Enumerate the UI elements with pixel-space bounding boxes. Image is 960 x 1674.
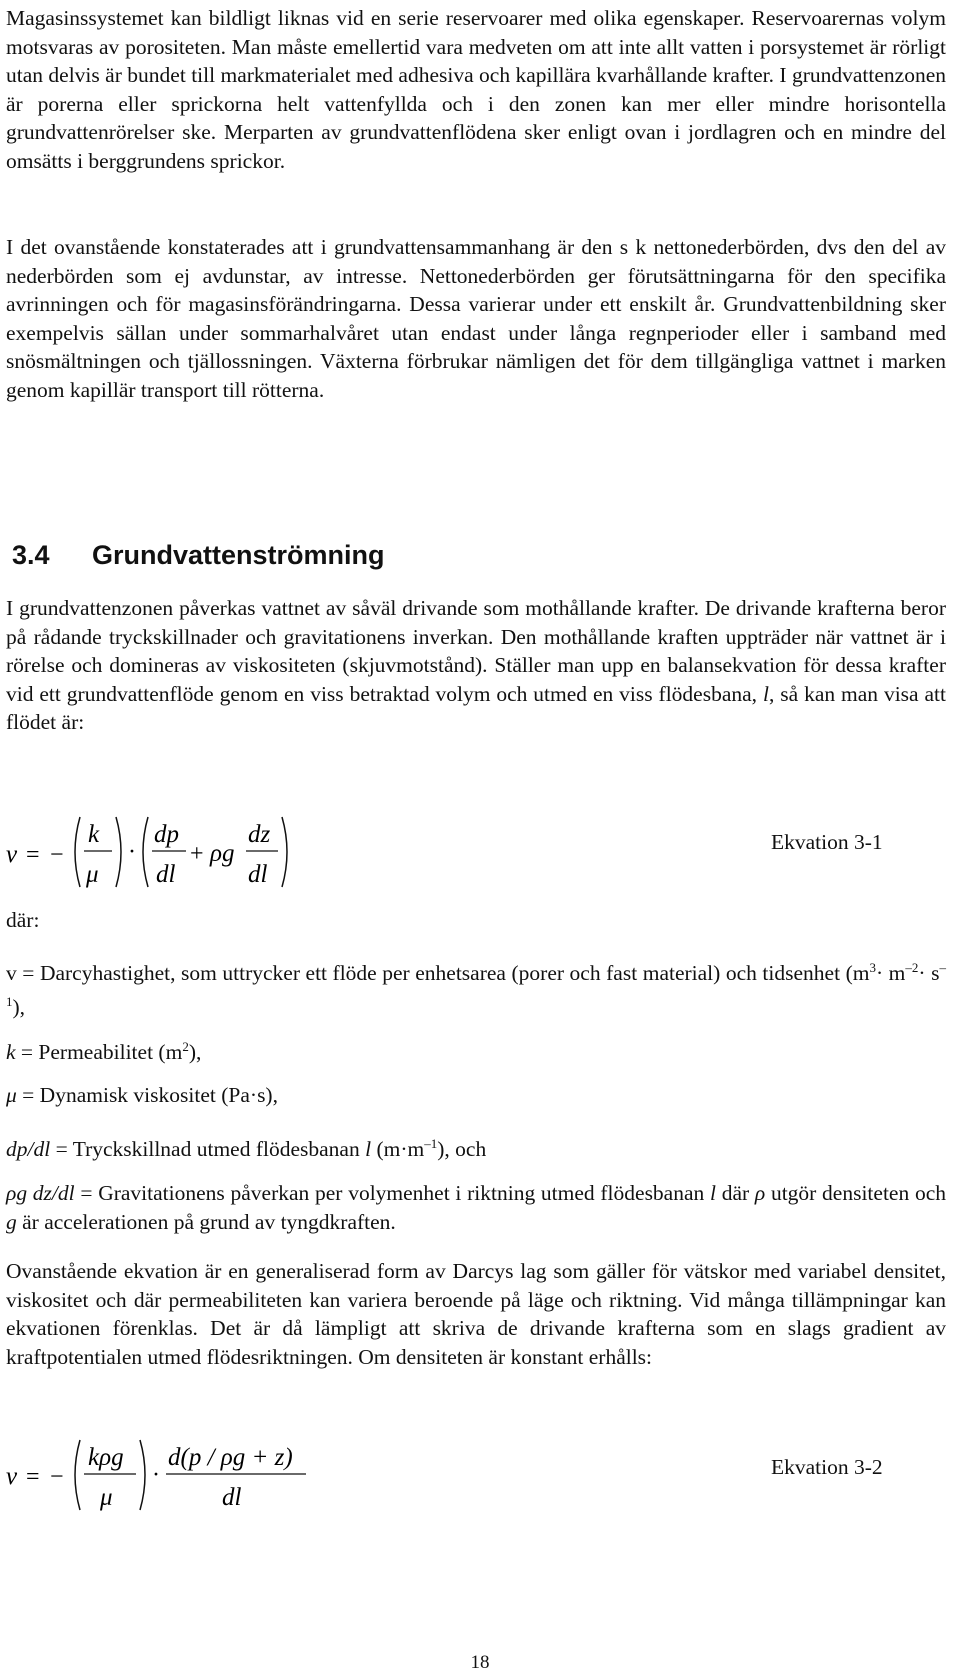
definition-v-end: ), bbox=[12, 994, 26, 1019]
definition-dpdl-end: ), och bbox=[437, 1137, 487, 1162]
definition-v-sup-1: 3 bbox=[869, 960, 876, 975]
definition-v bbox=[6, 954, 946, 1022]
eq1-plus: + bbox=[190, 841, 204, 867]
definition-rhog-text: = Gravitationens påverkan per volymenhet i riktning utmed flödesbanan bbox=[74, 1181, 710, 1205]
definition-k-end: ), bbox=[188, 1040, 202, 1065]
definition-v-symbol: v bbox=[6, 961, 17, 986]
definition-dpdl-text: = Tryckskillnad utmed flödesbanan bbox=[50, 1137, 366, 1162]
definition-rhog-rho: ρ bbox=[754, 1181, 766, 1205]
eq2-lhs-v: v bbox=[6, 1463, 18, 1490]
definition-rhog-g: g bbox=[6, 1209, 17, 1234]
eq1-dot: · bbox=[128, 839, 136, 865]
definition-k-symbol: k bbox=[6, 1040, 16, 1065]
definition-v-sup-2: –2 bbox=[905, 960, 919, 975]
eq1-equals: = bbox=[26, 842, 40, 868]
definition-v-sup-3: –1 bbox=[6, 960, 946, 1009]
definition-dpdl-mid-2: m bbox=[407, 1137, 425, 1162]
eq1-dl-2: dl bbox=[248, 861, 268, 888]
definition-mu-end: s), bbox=[257, 1083, 278, 1107]
eq2-equals: = bbox=[26, 1464, 40, 1490]
equation-3-1-label: Ekvation 3-1 bbox=[771, 830, 883, 854]
definition-dpdl-sup: –1 bbox=[424, 1136, 438, 1151]
definition-k bbox=[6, 1033, 946, 1067]
eq2-krhog: kρg bbox=[88, 1444, 124, 1471]
paragraph-grundvattenzonen-text: I grundvattenzonen påverkas vattnet av såväl drivande som mothållande krafter. De drivande krafterna beror på rådande tryckskillnader och gravitationens inverkan. Den mothållande kraften uppträder när vattnet är i rörelse och domineras av viskositeten (skjuvmotstånd). Ställer man upp en balansekvation för dessa krafter vid ett grundvattenflöde genom en viss betraktad volym och utmed en viss flödesbana, bbox=[6, 596, 946, 706]
paragraph-grundvattenzonen bbox=[6, 594, 946, 737]
eq1-paren-close-1 bbox=[116, 817, 121, 887]
eq2-paren-close bbox=[140, 1440, 145, 1510]
eq1-rhog: ρg bbox=[210, 840, 235, 867]
definition-dpdl-mid: (m bbox=[371, 1137, 401, 1162]
eq1-minus: − bbox=[50, 842, 64, 868]
definition-rhog-end: är accelerationen på grund av tyngdkraften. bbox=[16, 1209, 396, 1234]
eq2-mu: μ bbox=[100, 1484, 113, 1511]
eq1-lhs-v: v bbox=[6, 841, 18, 868]
eq1-dz: dz bbox=[248, 821, 271, 848]
page-number: 18 bbox=[470, 1652, 490, 1673]
section-heading bbox=[12, 540, 385, 571]
definition-rhog-l: l bbox=[710, 1181, 716, 1205]
definition-v-dot-2: · bbox=[918, 961, 926, 986]
eq1-paren-open-2 bbox=[143, 817, 148, 887]
section-title: Grundvattenströmning bbox=[92, 540, 385, 570]
definition-v-mid-2: s bbox=[925, 961, 940, 986]
eq2-minus: − bbox=[50, 1464, 64, 1490]
definition-rhog-symbol-2: dz/dl bbox=[27, 1181, 75, 1205]
definition-rhog-mid: där bbox=[715, 1181, 755, 1205]
equation-3-2-label: Ekvation 3-2 bbox=[771, 1455, 883, 1479]
paragraph-darcys-lag: Ovanstående ekvation är en generaliserad form av Darcys lag som gäller för vätskor med variabel densitet, viskositet och där permeabiliteten kan variera beroende på läge och riktning. Vid många tillämpningar kan ekvationen förenklas. Det är då lämpligt att skriva de drivande krafterna som en slags gradient av kraftpotentialen utmed flödesriktningen. Om densiteten är konstant erhålls: bbox=[6, 1259, 946, 1369]
definition-mu-symbol: μ bbox=[6, 1083, 17, 1107]
section-number: 3.4 bbox=[12, 540, 50, 570]
equation-3-2 bbox=[6, 1430, 606, 1530]
eq1-paren-open-1 bbox=[75, 817, 80, 887]
definition-dpdl-l: l bbox=[365, 1137, 372, 1162]
definition-mu-text: = Dynamisk viskositet (Pa bbox=[16, 1083, 250, 1107]
definition-dpdl bbox=[6, 1130, 946, 1164]
paragraph-magasinssystemet: Magasinssystemet kan bildligt liknas vid en serie reservoarer med olika egenskaper. Reservoarernas volym motsvaras av porositeten. Man måste emellertid vara medveten om att inte allt vatten i porsystemet är rörligt utan delvis är bundet till markmaterialet med adhesiva och kapillära kvarhållande krafter. I grundvattenzonen är porerna eller sprickorna helt vattenfyllda och i den zonen kan mer eller mindre horisontella grundvattenrörelser ske. Merparten av grundvattenflödena sker enligt ovan i jordlagren och en mindre del omsätts i berggrundens sprickor. bbox=[6, 6, 946, 173]
eq1-k: k bbox=[88, 821, 100, 848]
eq1-paren-close-2 bbox=[282, 817, 287, 887]
flow-path-variable: l bbox=[762, 681, 769, 706]
definition-dpdl-dot: · bbox=[400, 1137, 408, 1162]
definition-v-dot-1: · bbox=[875, 961, 884, 986]
eq2-numerator: d(p / ρg + z) bbox=[168, 1444, 293, 1471]
eq2-dl: dl bbox=[222, 1484, 242, 1511]
paragraph-grundvattenzonen-tail: , så kan man visa att flödet är: bbox=[6, 681, 946, 735]
eq1-dl-1: dl bbox=[156, 861, 176, 888]
definition-mu-dot: · bbox=[249, 1083, 258, 1107]
definition-v-text: = Darcyhastighet, som uttrycker ett flöde per enhetsarea (porer och fast material) och tidsenhet (m bbox=[16, 961, 870, 986]
eq1-mu: μ bbox=[86, 861, 99, 888]
dar-label: där: bbox=[6, 908, 40, 932]
definition-mu bbox=[6, 1081, 946, 1110]
eq2-dot: · bbox=[152, 1462, 160, 1488]
definition-dpdl-symbol: dp/dl bbox=[6, 1137, 51, 1162]
equation-3-1 bbox=[6, 805, 606, 905]
paragraph-nettonederbord: I det ovanstående konstaterades att i grundvattensammanhang är den s k nettonederbörden, dvs den del av nederbörden som ej avdunstar, av intresse. Nettonederbörden ger förutsättningarna för den specifika avrinningen och för magasinsförändringarna. Dessa varierar under ett enskilt år. Grundvattenbildning sker exempelvis sällan under sommarhalvåret utan endast under långa regnperioder eller i samband med snösmältningen och tjällossningen. Växterna förbrukar nämligen det för dem tillgängliga vattnet i marken genom kapillär transport till rötterna. bbox=[6, 235, 946, 402]
definition-k-sup: 2 bbox=[182, 1039, 189, 1054]
definition-k-text: = Permeabilitet (m bbox=[15, 1040, 183, 1065]
eq1-dp: dp bbox=[154, 821, 179, 848]
definition-v-mid-1: m bbox=[883, 961, 906, 986]
definition-rhog bbox=[6, 1179, 946, 1236]
definition-rhog-symbol: ρg bbox=[6, 1181, 28, 1205]
definition-rhog-mid-2: utgör densiteten och bbox=[765, 1181, 946, 1205]
eq2-paren-open bbox=[75, 1440, 80, 1510]
